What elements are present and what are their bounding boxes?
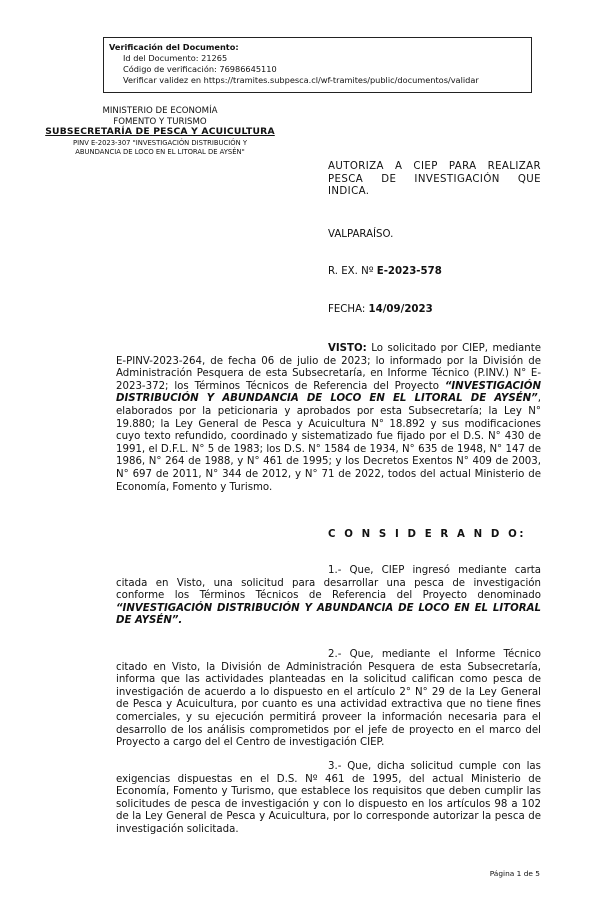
city: VALPARAÍSO.	[328, 229, 394, 240]
visto-text-2: , elaborados por la peticionaria y aprobados por esta Subsecretaría; la Ley N° 19.880; la Ley General de Pesca y Acuicultura N° 18.892 y sus modificaciones cuyo texto refundido, coordinado y sistematizado fue fijado por el D.S. N° 430 de 1991, el D.F.L. N° 5 de 1983; los D.S. N° 1584 de 1934, N° 635 de 1948, N° 147 de 1986, N° 264 de 1988, y N° 461 de 1995; y los Decretos Exentos N° 409 de 2003, N° 697 de 2011, N° 344 de 2012, y N° 71 de 2022, todos del actual Ministerio de Economía, Fomento y Turismo.	[116, 393, 541, 493]
date-value: 14/09/2023	[368, 304, 433, 315]
verification-item-id: • Id del Documento: 21265	[123, 53, 526, 64]
resolution-caption: AUTORIZA A CIEP PARA REALIZAR PESCA DE INVESTIGACIÓN QUE INDICA.	[328, 161, 541, 198]
considerando-p3-text: 3.- Que, dicha solicitud cumple con las exigencias dispuestas en el D.S. Nº 461 de 1995, del actual Ministerio de Economía, Fomento y Turismo, que establece los requisitos que deben cumplir las solicitudes de pesca de investigación y con lo dispuesto en los artículos 98 a 102 de la Ley General de Pesca y Acuicultura, por lo corresponde autorizar la pesca de investigación solicitada.	[116, 761, 541, 835]
considerando-paragraph-3	[116, 761, 541, 837]
verification-title: Verificación del Documento:	[109, 42, 239, 52]
project-ref-line1: PINV E-2023-307 "INVESTIGACIÓN DISTRIBUCIÓN Y	[73, 138, 247, 147]
ministry-name: MINISTERIO DE ECONOMÍA	[102, 106, 218, 116]
verification-item-url[interactable]: • Verificar validez en https://tramites.subpesca.cl/wf-tramites/public/documentos/validar	[123, 75, 526, 86]
date-label: FECHA:	[328, 304, 369, 315]
verification-box	[103, 37, 532, 93]
considerando-p2-text: 2.- Que, mediante el Informe Técnico citado en Visto, la División de Administración Pesquera de esta Subsecretaría, informa que las actividades planteadas en la solicitud califican como pesca de investigación de acuerdo a lo dispuesto en el artículo 2° N° 29 de la Ley General de Pesca y Acuicultura, por cuanto es una actividad extractiva que no tiene fines comerciales, y su ejecución permitirá proveer la información necesaria para el desarrollo de los análisis comprometidos por el jefe de proyecto en el marco del Proyecto a cargo del el Centro de investigación CIEP.	[116, 649, 541, 749]
visto-label: VISTO:	[328, 343, 367, 354]
rex-number: E-2023-578	[376, 266, 442, 277]
subsecretaria-name: SUBSECRETARÍA DE PESCA Y ACUICULTURA	[45, 126, 275, 137]
visto-project-title: “INVESTIGACIÓN DISTRIBUCIÓN Y ABUNDANCIA DE LOCO EN EL LITORAL DE AYSÉN”	[116, 380, 541, 405]
resolution-number	[328, 266, 442, 279]
resolution-date	[328, 304, 433, 317]
verification-item-code: • Código de verificación: 76986645110	[123, 64, 526, 75]
considerando-paragraph-2	[116, 649, 541, 750]
considerando-heading: C O N S I D E R A N D O:	[328, 529, 527, 540]
ministry-header	[20, 106, 300, 156]
rex-label: R. EX. Nº	[328, 266, 377, 277]
page-number: Página 1 de 5	[489, 869, 540, 878]
considerando-p1-text: 1.- Que, CIEP ingresó mediante carta citada en Visto, una solicitud para desarrollar una pesca de investigación conforme los Términos Técnicos de Referencia del Proyecto denominado	[116, 565, 541, 602]
ministry-name-line2: FOMENTO Y TURISMO	[113, 116, 207, 127]
visto-paragraph	[116, 343, 541, 494]
verification-list	[109, 53, 526, 86]
considerando-paragraph-1	[116, 565, 541, 628]
visto-text-1: Lo solicitado por CIEP, mediante E-PINV-2023-264, de fecha 06 de julio de 2023; lo informado por la División de Administración Pesquera de esta Subsecretaría, en Informe Técnico (P.INV.) N° E-2023-372; los Términos Técnicos de Referencia del Proyecto	[116, 343, 541, 392]
project-ref-line2: ABUNDANCIA DE LOCO EN EL LITORAL DE AYSÉN"	[75, 147, 245, 156]
considerando-p1-project: “INVESTIGACIÓN DISTRIBUCIÓN Y ABUNDANCIA DE LOCO EN EL LITORAL DE AYSÉN”.	[116, 602, 541, 627]
